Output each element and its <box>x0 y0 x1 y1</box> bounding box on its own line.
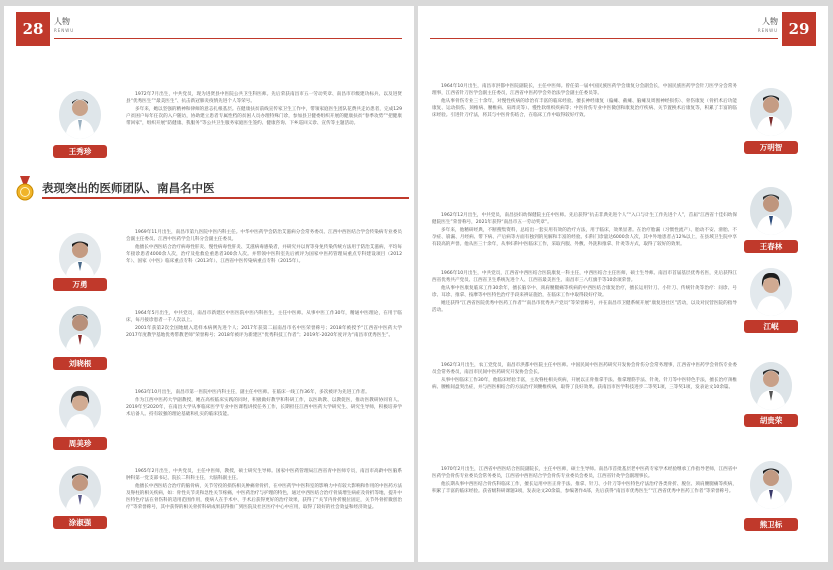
avatar <box>750 461 792 509</box>
section-subtitle-left: RENWU <box>54 28 75 33</box>
avatar <box>59 91 101 139</box>
doctor-name-tag: 江岷 <box>744 320 798 333</box>
header-rule-right <box>430 38 778 39</box>
doctor-name-tag: 万明智 <box>744 141 798 154</box>
doctor-bio <box>432 212 737 249</box>
avatar <box>750 88 792 136</box>
bio-paragraph: 从事中医临床工作30年，他临床经验丰富，主攻脊柱相关疾病，开展以正骨推拿手法、推拿理筋手法、针灸、针刀等中医特色手法，擅长治疗颈椎病、腰椎间盘突出症，并与西医相结合的方法治疗颈腰椎疾病，取得了良好效果。获南昌市医学科技进步二等奖1项，三等奖1项，发表论文10余篇。 <box>432 378 737 390</box>
doctor-bio <box>432 362 737 392</box>
bio-paragraph: 多年来，他精研经典，不断搜集资料，总结出一套实用有效的治疗方法，用于临床，效果显著。在治疗胎漏（习惯性流产）、胎动不安、滑胎、不孕症、崩漏、月经病、带下病、产后病等方面有独到的见解和丰富的经验。妇科门诊量达6000余人次，其中外地患者占12%以上，在县域卫生院中享有较高的声誉。他从医三十余年，从事妇科中医临床工作，采取内服、外敷、外洗和推拿、针灸等方式，取得了较好的效果。 <box>432 228 737 247</box>
doctor-bio <box>126 389 402 419</box>
avatar <box>59 386 101 434</box>
doctor-bio <box>126 310 402 340</box>
right-page <box>418 6 828 562</box>
medal-icon <box>14 176 36 202</box>
avatar <box>59 233 101 281</box>
doctor-bio <box>432 466 737 496</box>
doctor-name-tag: 熊卫标 <box>744 518 798 531</box>
header-rule-left <box>54 38 402 39</box>
avatar <box>750 187 792 235</box>
doctor-name-tag: 胡贵荣 <box>744 414 798 427</box>
avatar <box>59 306 101 354</box>
section-banner <box>14 176 409 202</box>
bio-paragraph: 2001年获第2次全国地级入选样本病例先进个人；2017年获第二届南昌市名中医荣誉称号；2018年被授予“江西省中医药大学2017年度教学基地优秀带教老师”荣誉称号；2018年被评为新建区“优秀科技工作者”；2019年-2020年度评为“南昌市优秀医生”。 <box>126 326 402 338</box>
doctor-bio <box>126 468 402 512</box>
bio-paragraph: 1964年10月出生，南昌市洪都中医院副院长，主任中医师。曾任第一届中国民族医药学会康复分会副会长，中国民族医药学会针刀医学分会常务理事，江西省针刀医学会副主任委员，江西省中医药学会外治法学会副主任委员等。 <box>432 84 737 96</box>
avatar <box>750 268 792 316</box>
avatar <box>59 466 101 514</box>
section-title-left: 人物 <box>54 17 70 26</box>
doctor-name-tag: 王春林 <box>744 240 798 253</box>
bio-paragraph: 1969年11月出生，南昌市第九医院中医内科主任。中华中医药学会防治艾滋病分会常务委员、江西中西医结合学会传染病专业委员会副主任委员、江西中医药学会儿科分会副主任委员。 <box>126 230 402 242</box>
bio-paragraph: 他从事中医康复临床工作30余年，擅长脑卒中、颈肩腰腿痛等疾病的中西医结合康复治疗，擅长运用针刀、小针刀、传统针灸等治疗：问诊、号诊、耳诊、推拿、按摩等中医特色治疗手段来辨证施治，在临床工作中取得较好疗效。 <box>432 286 737 298</box>
section-title-right: 人物 <box>762 17 778 26</box>
doctor-name-tag: 刘晓根 <box>53 357 107 370</box>
doctor-bio <box>432 270 737 315</box>
avatar <box>750 362 792 410</box>
bio-paragraph: 1962年12月出生，中共党员，南昌县妇幼保健院主任中医师。先后获得“抗击非典先进个人”“入口与计生工作先进个人”，首届“江西省十佳妇幼保健院医生”荣誉称号，2021年获得“南昌市五一劳动奖章”。 <box>432 213 737 225</box>
bio-paragraph: 1972年7月出生，中共党员，现为进贤县中医院公共卫生科医师。先后荣获南昌市五一劳动奖章、南昌市市级建功标兵、以及进贤县“优秀医生”“最美医生”、抗击新冠肺炎疫情先进个人等荣号。 <box>126 92 402 104</box>
bio-paragraph: 他长期从事中西医结合骨伤科临床工作，擅长运用中医正骨手法、推拿、针刀、小针刀等中医特色疗法治疗各类骨折、脱位、颈肩腰腿痛等疾病，积累了丰富的临床经验。获省级科研课题3项，发表论文20余篇，参编著作4部，先后获得“南昌市优秀医生”“江西省优秀中医药工作者”等荣誉称号。 <box>432 482 737 494</box>
section-label-right <box>758 17 778 35</box>
bio-paragraph: 作为江西中医药大学副教授，她在高校临床实践的同时，积极做好教学和科研工作，以医助教、以教促医，推动医教研协同育人。2019年至2020年，在南昌大学从事临床医学专业中医课程讲授任务工作，长期担任江西中医药大学研究生、研究生导师，积极培养学术后备人。持有较强的理论基础和扎实的临床技能。 <box>126 398 402 417</box>
banner-title: 表现突出的医师团队、南昌名中医 <box>42 181 215 195</box>
doctor-name-tag: 王秀珍 <box>53 145 107 158</box>
bio-paragraph: 多年来，她以坚强的精神和律师的意志扎根基层。在健康扶贫前线宣传家卫生工作中，带领家庭医生团队花费共走访患者，完成129户贫困户每年任次的入户随访，协助建立患者专属性档的贫困人员办理特殊门诊，参加县卫健委组织开展的健康扶贫“春季攻势”“把健康带回家”，组织开展“防健康、我服务”等公共卫生服务家庭医生签约、健康咨询、下乡巡回义诊、宣传等主题活动。 <box>126 107 402 126</box>
bio-paragraph: 1963年10月出生，南昌市第一医院中医内科主任，副主任中医师。在临床一线工作36年，多次被评为先进工作者。 <box>135 390 370 395</box>
doctor-name-tag: 涂淑强 <box>53 516 107 529</box>
doctor-bio <box>126 91 402 128</box>
page-number-left: 28 <box>16 12 50 46</box>
bio-paragraph: 他从事骨伤专业三十余年，对慢性疾病的诊治有丰富的临床经验。擅长神经康复（偏瘫、截瘫、脑瘫及周围神经损伤）、骨伤康复（骨折术后功能康复、运动损伤、颈椎病、腰椎病、肩周炎等）、慢性软组织疾病等；中医骨伤专业中医微创和康复治疗疾病、关节置换术后康复等，积累了丰富的临床经验。引进针刀疗法，将其与中医骨伤结合，在临床工作中取得较好疗效。 <box>432 99 737 118</box>
bio-paragraph: 他擅长中西医结合治疗病毒性肝炎、慢性病毒性肝炎、艾滋病毒感染者，并研究并以胃等身免传染传统方法用于防治艾滋病，平均每年接诊患者4000余人次，治疗及抢救危重患者300余人次。并带领中医科室先后被评为国家中医药管理局重点专科建设项目（2012年）、国家《中医》临床重点专科（2013年）、江西省中医传染病重点专科（2015年）。 <box>126 245 402 264</box>
left-page <box>4 6 414 562</box>
page-number-right: 29 <box>782 12 816 46</box>
doctor-bio <box>432 83 737 120</box>
bio-paragraph: 1964年5月出生，中共党员，南昌市新建区中医医院中医内科医生，主任中医师。从事中医工作30年，精通中医理论，在用于临床，每月接诊患者一千人次以上。 <box>126 311 402 323</box>
section-label-left <box>54 17 74 35</box>
bio-paragraph: 1966年10月出生，中共党员，江西省中西医结合医院康复一科主任，中西医结合主任医师，硕士生导师。南昌市首届基层优秀名医，先后获得江西省优秀共产党员、江西省卫生系统先进个人、江西省最美医生、南昌市三八红旗手等10余项荣誉。 <box>432 271 737 283</box>
bio-paragraph: 1962年3月出生，农工党党员，南昌市洪都中医院主任中医师。中国民间中医医药研究开发协会骨伤分会常务理事，江西省中医药学会骨伤专业委员会常务委员，南昌市民间中医药研究开发协会会长。 <box>432 363 737 375</box>
bio-paragraph: 他擅长中西医结合治疗的脑骨病，关节劳役的损伤相关肿痛骨骨折，在中医药学中医科室的影响力中有较大影响和作用的中医药方法及脊柱的相关疾病，如：骨性关节炎和急性关节疼痛，中医药治疗与护理的特色，通过中西医结合治疗骨质增生病症及骨折等地，提升中医特色疗法在骨伤科的适用范围作用，使病人在手术中、手术后获得更好的治疗效果，获得了“关节内骨折脱位固定，关节外骨折微创治疗”等荣誉称号，其中获得的相关骨折科研成果获得推广到医院及社区医疗中心中应用，取得了较好的社会效益和经济效益。 <box>126 484 402 510</box>
bio-paragraph: 她还获得“江西省医院优秀中医药工作者”“南昌市优秀共产党员”等荣誉称号，并在南昌市卫健系统开展“康复进社区”活动，以及对民营医院的指导活动。 <box>432 301 737 313</box>
banner-rule <box>42 197 409 199</box>
bio-paragraph: 1965年2月出生，中共党员，主任中医师，教授，硕士研究生导师。国家中医药管理局江西省青中医师专员，南昌市高龄中医脑系肿科第一党支部书记、院长二科科主任，大脑科副主任。 <box>126 469 402 481</box>
section-subtitle-right: RENWU <box>757 28 778 33</box>
doctor-name-tag: 周美珍 <box>53 437 107 450</box>
doctor-name-tag: 万勇 <box>53 278 107 291</box>
doctor-bio <box>126 229 402 266</box>
bio-paragraph: 1970年2月出生，江西省中西医结合医院副院长，主任中医师，硕士生导师。南昌市首批基层老中医药专家学术经验继承工作指导老师，江西省中医药学会骨伤专业委员会常务委员，江西省中西医结合学会骨伤专业委员会委员，江西省针灸学会副理事长。 <box>432 467 737 479</box>
